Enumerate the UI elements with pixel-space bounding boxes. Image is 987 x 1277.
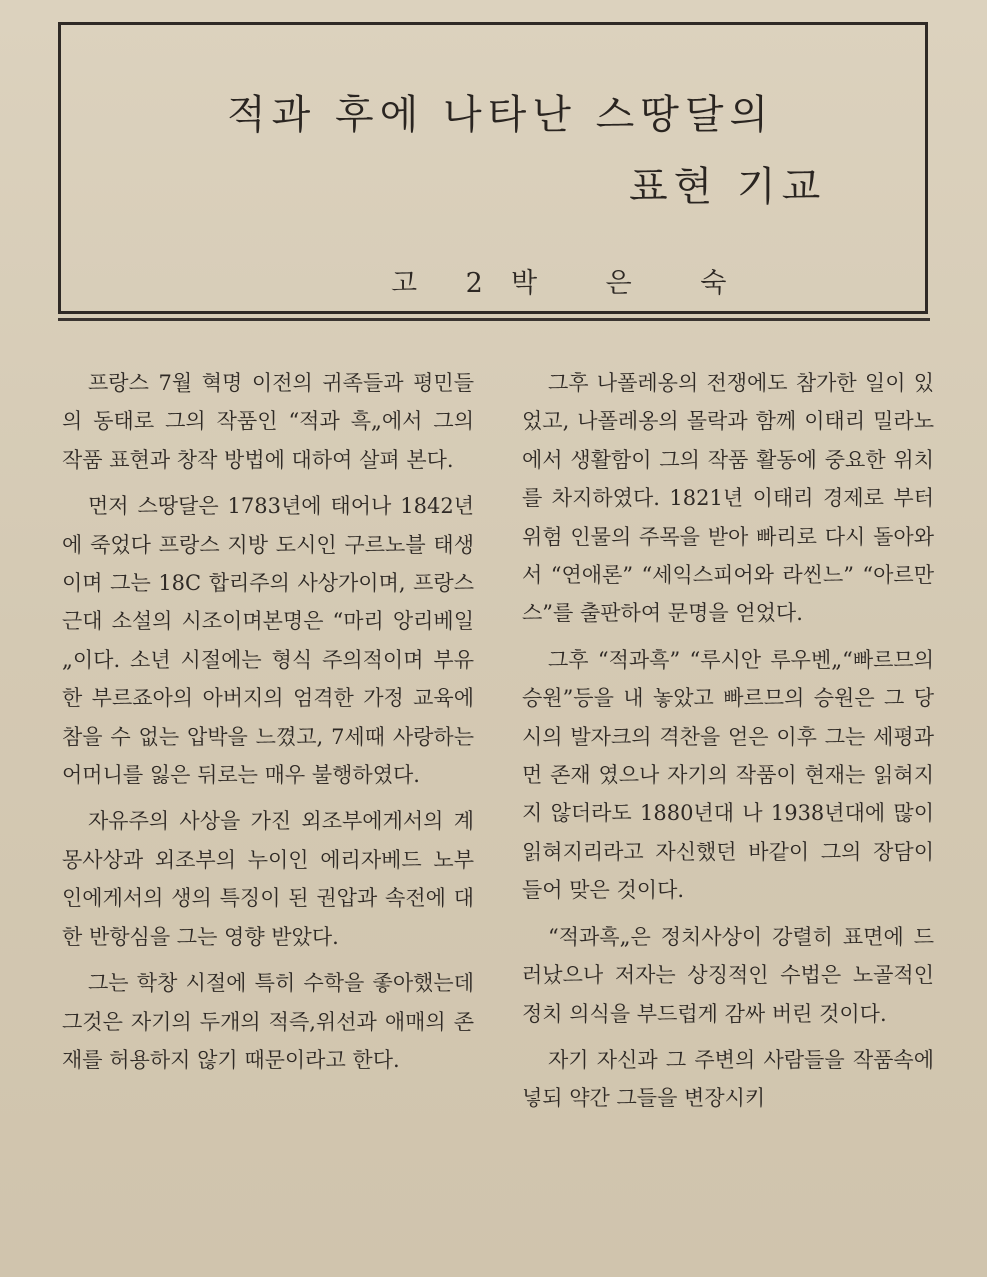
paragraph: 그후 나폴레옹의 전쟁에도 참가한 일이 있었고, 나폴레옹의 몰락과 함께 이태리 밀라노에서 생활함이 그의 작품 활동에 중요한 위치를 차지하였다. 1821년 이태리 경제로 부터 위험 인물의 주목을 받아 빠리로 다시 돌아와서 “연애론” “세익스피어와 라씬느” “아르만스”를 출판하여 문명을 얻었다. [522,371,934,626]
paragraph: 자기 자신과 그 주변의 사람들을 작품속에 넣되 약간 그들을 변장시키 [522,1047,934,1111]
article-title-line-1: 적과 후에 나타난 스땅달의 [227,92,775,138]
author-name: 박 은 숙 [511,268,727,299]
paragraph: 그는 학창 시절에 특히 수학을 좋아했는데 그것은 자기의 두개의 적즉,위선과 애매의 존재를 허용하지 않기 때문이라고 한다. [62,971,474,1072]
paragraph: 먼저 스땅달은 1783년에 태어나 1842년에 죽었다 프랑스 지방 도시인 구르노블 태생이며 그는 18C 합리주의 사상가이며, 프랑스 근대 소설의 시조이며본명은 “마리 앙리베일„이다. 소년 시절에는 형식 주의적이며 부유한 부르죠아의 아버지의 엄격한 가정 교육에 참을 수 없는 압박을 느꼈고, 7세때 사랑하는 어머니를 잃은 뒤로는 매우 불행하였다. [62,494,474,788]
paragraph: 자유주의 사상을 가진 외조부에게서의 계몽사상과 외조부의 누이인 에리자베드 노부인에게서의 생의 특징이 된 권압과 속전에 대한 반항심을 그는 영향 받았다. [62,809,474,949]
author-grade: 고 2 [391,268,503,299]
article-title-line-2: 표현 기교 [629,164,827,210]
paragraph: 프랑스 7월 혁명 이전의 귀족들과 평민들의 동태로 그의 작품인 “적과 흑„에서 그의 작품 표현과 창작 방법에 대하여 살펴 본다. [62,371,474,472]
title-box [58,22,928,314]
paragraph: 그후 “적과흑” “루시안 루우벤„“빠르므의 승원”등을 내 놓았고 빠르므의 승원은 그 당시의 발자크의 격찬을 얻은 이후 그는 세평과 먼 존재 였으나 자기의 작품이 현재는 읽혀지지 않더라도 1880년대 나 1938년대에 많이 읽혀지리라고 자신했던 바같이 그의 장담이 들어 맞은 것이다. [522,647,934,903]
header-divider [58,318,930,321]
left-column [62,364,474,1087]
right-column [522,364,934,1126]
paragraph: “적과흑„은 정치사상이 강렬히 표면에 드러났으나 저자는 상징적인 수법은 노골적인 정치 의식을 부드럽게 감싸 버린 것이다. [522,924,934,1026]
